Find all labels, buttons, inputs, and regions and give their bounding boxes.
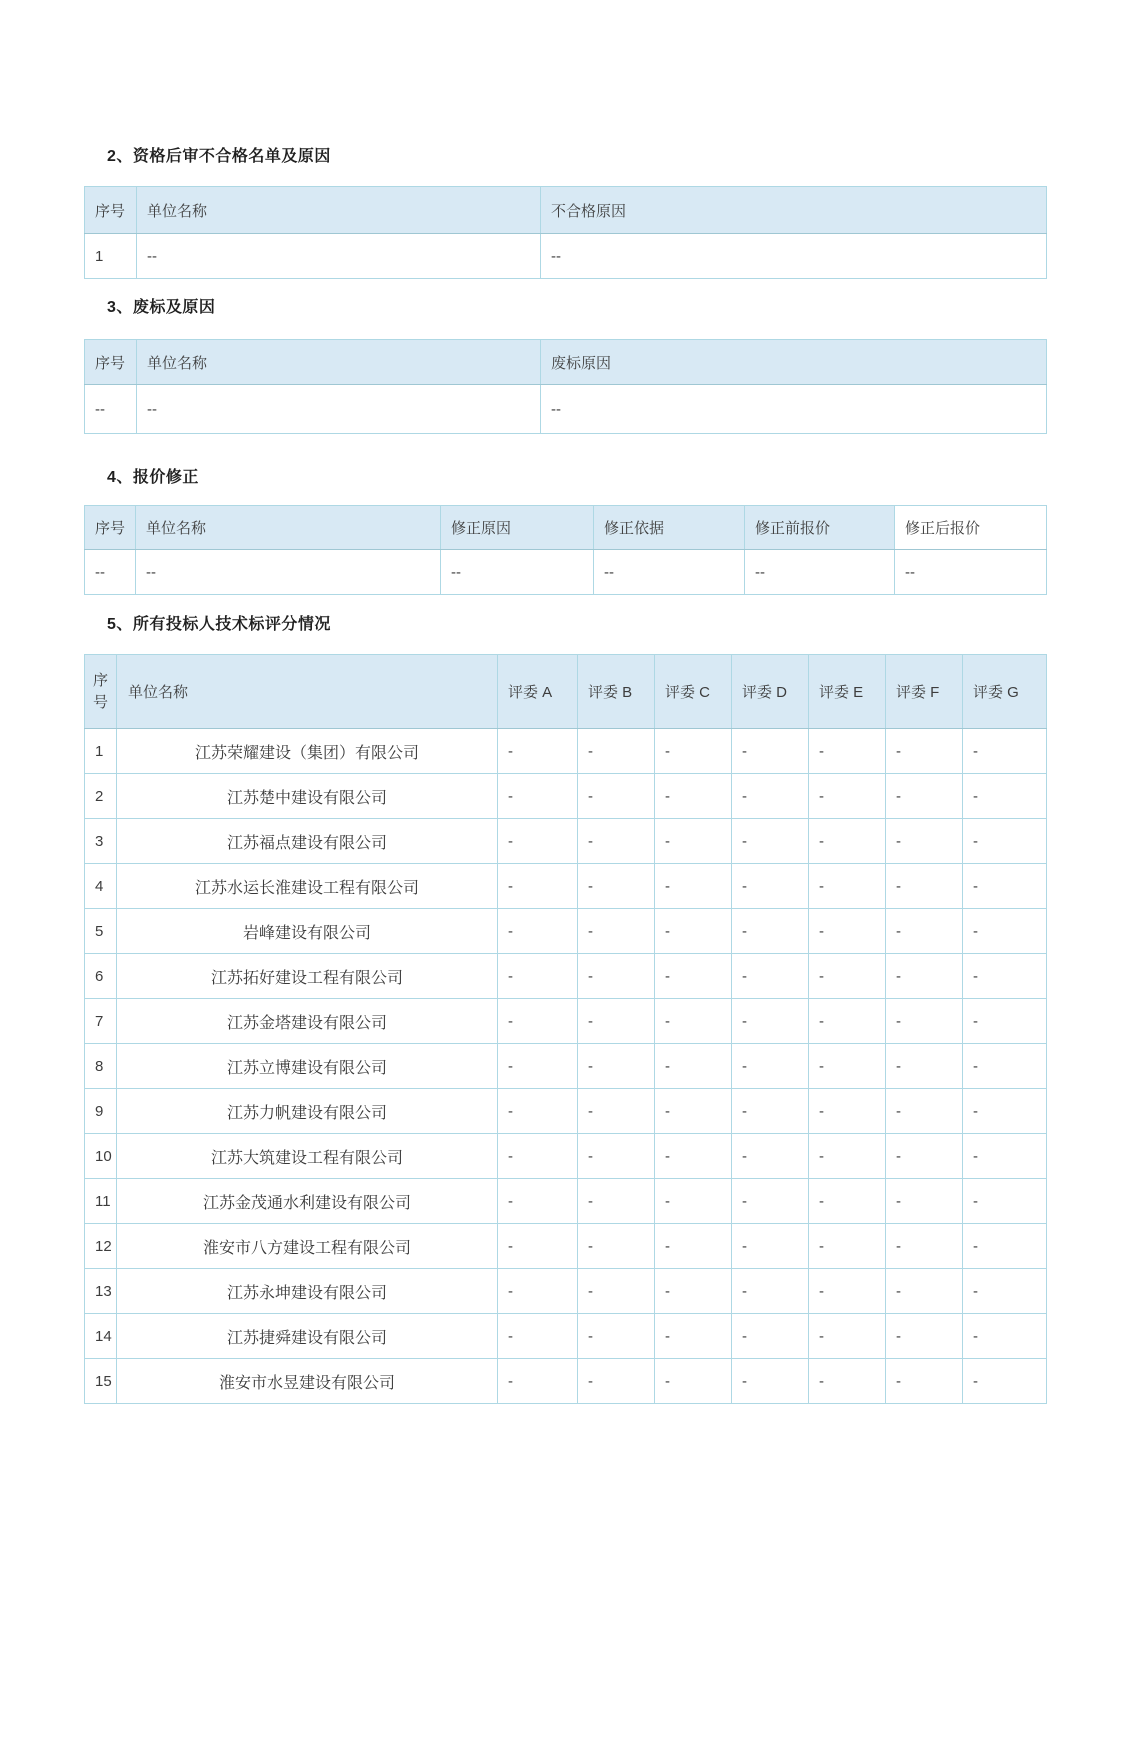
cell: - — [809, 1359, 886, 1404]
cell: - — [732, 1224, 809, 1269]
cell: - — [732, 729, 809, 774]
cell: 8 — [85, 1044, 117, 1089]
cell: - — [655, 774, 732, 819]
cell: - — [809, 1314, 886, 1359]
cell: 10 — [85, 1134, 117, 1179]
table-header-row — [85, 340, 1047, 385]
cell: - — [655, 1179, 732, 1224]
cell: - — [578, 1269, 655, 1314]
table-row — [85, 1089, 1047, 1134]
cell: 3 — [85, 819, 117, 864]
cell: - — [578, 1359, 655, 1404]
column-header: 评委 G — [963, 655, 1047, 729]
cell: - — [578, 1314, 655, 1359]
table-header-row — [85, 506, 1047, 550]
cell: - — [498, 1314, 578, 1359]
cell: - — [498, 864, 578, 909]
cell: - — [886, 864, 963, 909]
cell: - — [655, 729, 732, 774]
column-header: 不合格原因 — [541, 187, 1047, 234]
section-heading-technical-scores: 5、所有投标人技术标评分情况 — [107, 616, 331, 633]
cell: - — [809, 1224, 886, 1269]
cell: - — [498, 1359, 578, 1404]
invalid-bids-table — [84, 339, 1047, 434]
column-header: 序号 — [85, 187, 137, 234]
table-row — [85, 1044, 1047, 1089]
cell: - — [655, 819, 732, 864]
cell: - — [809, 774, 886, 819]
cell: 14 — [85, 1314, 117, 1359]
cell: 11 — [85, 1179, 117, 1224]
cell: 5 — [85, 909, 117, 954]
cell: 江苏力帆建设有限公司 — [117, 1089, 498, 1134]
cell: - — [809, 1134, 886, 1179]
cell: - — [809, 999, 886, 1044]
table-row — [85, 1269, 1047, 1314]
cell: -- — [137, 234, 541, 279]
cell: - — [963, 999, 1047, 1044]
cell: - — [578, 864, 655, 909]
table-row — [85, 550, 1047, 595]
unqualified-list-table — [84, 186, 1047, 279]
cell: - — [963, 1269, 1047, 1314]
column-header: 修正前报价 — [745, 506, 895, 550]
column-header: 序号 — [85, 655, 117, 729]
section-heading-unqualified-list: 2、资格后审不合格名单及原因 — [107, 148, 331, 165]
column-header: 修正后报价 — [895, 506, 1047, 550]
table-row — [85, 1359, 1047, 1404]
cell: - — [732, 1359, 809, 1404]
cell: - — [963, 729, 1047, 774]
cell: -- — [745, 550, 895, 595]
cell: - — [655, 1044, 732, 1089]
table-header-row — [85, 187, 1047, 234]
table-row — [85, 909, 1047, 954]
cell: - — [578, 909, 655, 954]
cell: 江苏福点建设有限公司 — [117, 819, 498, 864]
cell: - — [886, 1044, 963, 1089]
column-header: 单位名称 — [136, 506, 441, 550]
cell: - — [498, 1134, 578, 1179]
column-header: 修正原因 — [441, 506, 594, 550]
table-row — [85, 1134, 1047, 1179]
cell: - — [655, 1269, 732, 1314]
column-header: 评委 B — [578, 655, 655, 729]
cell: - — [498, 1269, 578, 1314]
table-header-row — [85, 655, 1047, 729]
cell: - — [578, 1179, 655, 1224]
cell: 4 — [85, 864, 117, 909]
cell: - — [732, 999, 809, 1044]
cell: - — [809, 1089, 886, 1134]
cell: - — [886, 1134, 963, 1179]
cell: - — [809, 729, 886, 774]
cell: - — [732, 1089, 809, 1134]
cell: - — [809, 819, 886, 864]
cell: - — [809, 864, 886, 909]
cell: - — [578, 729, 655, 774]
cell: - — [498, 729, 578, 774]
cell: - — [963, 1179, 1047, 1224]
cell: - — [578, 774, 655, 819]
cell: - — [578, 999, 655, 1044]
cell: - — [498, 1044, 578, 1089]
cell: - — [886, 1179, 963, 1224]
cell: 6 — [85, 954, 117, 999]
cell: - — [963, 864, 1047, 909]
cell: - — [655, 999, 732, 1044]
cell: 江苏立博建设有限公司 — [117, 1044, 498, 1089]
cell: - — [809, 1044, 886, 1089]
cell: - — [732, 1269, 809, 1314]
cell: -- — [895, 550, 1047, 595]
cell: - — [655, 909, 732, 954]
cell: - — [963, 954, 1047, 999]
cell: - — [655, 1089, 732, 1134]
cell: - — [886, 999, 963, 1044]
cell: - — [498, 909, 578, 954]
table-row — [85, 819, 1047, 864]
cell: 淮安市水昱建设有限公司 — [117, 1359, 498, 1404]
cell: - — [732, 1044, 809, 1089]
table-row — [85, 1179, 1047, 1224]
cell: - — [963, 909, 1047, 954]
cell: - — [655, 1359, 732, 1404]
cell: - — [578, 954, 655, 999]
cell: - — [886, 774, 963, 819]
cell: - — [963, 1359, 1047, 1404]
cell: - — [732, 774, 809, 819]
cell: - — [498, 999, 578, 1044]
cell: 江苏捷舜建设有限公司 — [117, 1314, 498, 1359]
cell: -- — [85, 550, 136, 595]
cell: 9 — [85, 1089, 117, 1134]
table-row — [85, 234, 1047, 279]
cell: -- — [594, 550, 745, 595]
cell: 13 — [85, 1269, 117, 1314]
cell: - — [732, 864, 809, 909]
cell: 江苏拓好建设工程有限公司 — [117, 954, 498, 999]
cell: - — [732, 954, 809, 999]
cell: - — [498, 774, 578, 819]
cell: -- — [541, 234, 1047, 279]
cell: - — [732, 1179, 809, 1224]
cell: - — [498, 1179, 578, 1224]
cell: - — [809, 1179, 886, 1224]
cell: - — [963, 774, 1047, 819]
cell: -- — [85, 385, 137, 434]
table-row — [85, 864, 1047, 909]
cell: 江苏水运长淮建设工程有限公司 — [117, 864, 498, 909]
column-header: 修正依据 — [594, 506, 745, 550]
cell: - — [655, 954, 732, 999]
cell: - — [809, 909, 886, 954]
column-header: 废标原因 — [541, 340, 1047, 385]
cell: - — [655, 1134, 732, 1179]
cell: - — [886, 1089, 963, 1134]
cell: 江苏楚中建设有限公司 — [117, 774, 498, 819]
table-row — [85, 1314, 1047, 1359]
cell: 1 — [85, 729, 117, 774]
cell: - — [655, 1224, 732, 1269]
table-row — [85, 774, 1047, 819]
cell: - — [809, 954, 886, 999]
cell: - — [732, 1134, 809, 1179]
cell: 淮安市八方建设工程有限公司 — [117, 1224, 498, 1269]
cell: - — [963, 1134, 1047, 1179]
cell: -- — [541, 385, 1047, 434]
cell: - — [655, 864, 732, 909]
cell: 江苏永坤建设有限公司 — [117, 1269, 498, 1314]
table-row — [85, 1224, 1047, 1269]
technical-score-table — [84, 654, 1047, 1404]
cell: -- — [137, 385, 541, 434]
column-header: 评委 A — [498, 655, 578, 729]
cell: 7 — [85, 999, 117, 1044]
table-row — [85, 729, 1047, 774]
cell: 15 — [85, 1359, 117, 1404]
cell: - — [732, 819, 809, 864]
table-row — [85, 954, 1047, 999]
cell: - — [655, 1314, 732, 1359]
cell: - — [886, 1314, 963, 1359]
cell: 江苏金茂通水利建设有限公司 — [117, 1179, 498, 1224]
cell: - — [963, 1224, 1047, 1269]
cell: - — [963, 819, 1047, 864]
cell: - — [886, 1359, 963, 1404]
column-header: 评委 F — [886, 655, 963, 729]
cell: -- — [441, 550, 594, 595]
cell: - — [498, 1224, 578, 1269]
section-heading-price-correction: 4、报价修正 — [107, 469, 199, 486]
price-correction-table — [84, 505, 1047, 595]
cell: 1 — [85, 234, 137, 279]
cell: - — [578, 1224, 655, 1269]
cell: 江苏金塔建设有限公司 — [117, 999, 498, 1044]
column-header: 序号 — [85, 506, 136, 550]
cell: 2 — [85, 774, 117, 819]
column-header: 评委 E — [809, 655, 886, 729]
cell: - — [498, 819, 578, 864]
cell: - — [886, 954, 963, 999]
cell: - — [963, 1314, 1047, 1359]
cell: - — [732, 1314, 809, 1359]
cell: - — [963, 1089, 1047, 1134]
column-header: 单位名称 — [117, 655, 498, 729]
cell: 12 — [85, 1224, 117, 1269]
cell: -- — [136, 550, 441, 595]
cell: - — [886, 909, 963, 954]
cell: - — [498, 1089, 578, 1134]
cell: - — [886, 819, 963, 864]
cell: 江苏荣耀建设（集团）有限公司 — [117, 729, 498, 774]
table-row — [85, 385, 1047, 434]
cell: - — [498, 954, 578, 999]
cell: 岩峰建设有限公司 — [117, 909, 498, 954]
cell: - — [578, 1044, 655, 1089]
cell: - — [732, 909, 809, 954]
column-header: 序号 — [85, 340, 137, 385]
cell: - — [809, 1269, 886, 1314]
column-header: 单位名称 — [137, 187, 541, 234]
column-header: 评委 C — [655, 655, 732, 729]
cell: - — [886, 1224, 963, 1269]
cell: - — [578, 819, 655, 864]
document-body — [84, 146, 1046, 1404]
table-row — [85, 999, 1047, 1044]
cell: - — [963, 1044, 1047, 1089]
cell: 江苏大筑建设工程有限公司 — [117, 1134, 498, 1179]
cell: - — [886, 729, 963, 774]
column-header: 评委 D — [732, 655, 809, 729]
column-header: 单位名称 — [137, 340, 541, 385]
cell: - — [578, 1089, 655, 1134]
cell: - — [578, 1134, 655, 1179]
cell: - — [886, 1269, 963, 1314]
section-heading-invalid-bids: 3、废标及原因 — [107, 299, 216, 316]
